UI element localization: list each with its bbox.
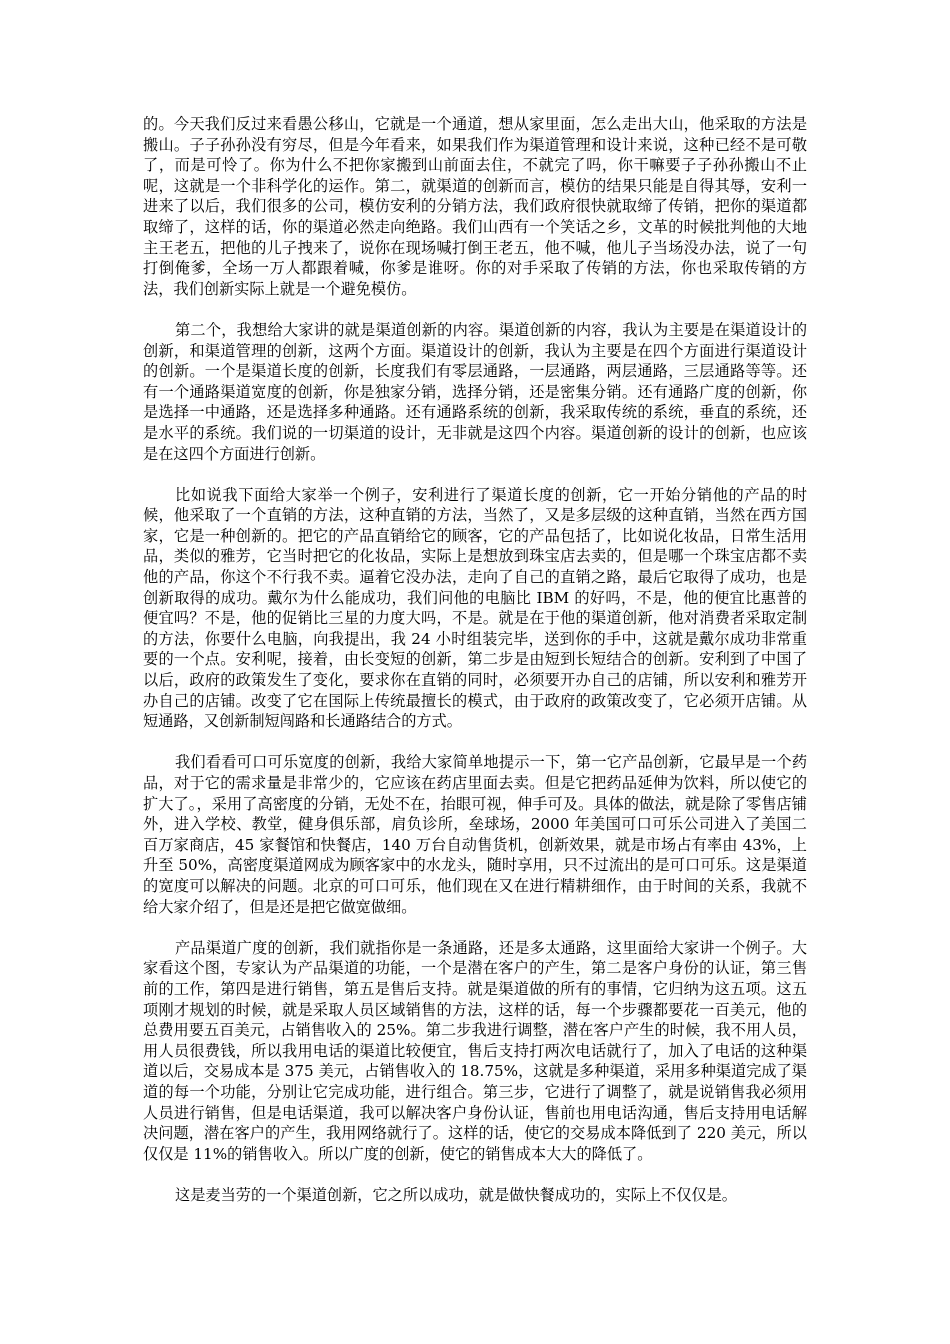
paragraph-4: 我们看看可口可乐宽度的创新，我给大家简单地提示一下，第一它产品创新，它最早是一个药品，对于它的需求量是非常少的，它应该在药店里面去卖。但是它把药品延伸为饮料，所以使它的扩大了。，采用了高密度的分销，无处不在，抬眼可视，伸手可及。具体的做法，就是除了零售店铺外，进入学校、教堂，健身俱乐部，肩负诊所，垒球场，2000 年美国可口可乐公司进入了美国二百万家商店，45 家餐馆和快餐店，140 万台自动售货机，创新效果，就是市场占有率由 43%，上升至 50%，高密度渠道网成为顾客家中的水龙头，随时享用，只不过流出的是可口可乐。这是渠道的宽度可以解决的问题。北京的可口可乐，他们现在又在进行精耕细作，由于时间的关系，我就不给大家介绍了，但是还是把它做宽做细。 <box>143 753 807 916</box>
paragraph-6: 这是麦当劳的一个渠道创新，它之所以成功，就是做快餐成功的，实际上不仅仅是。 <box>175 1185 737 1204</box>
paragraph-1: 的。今天我们反过来看愚公移山，它就是一个通道，想从家里面，怎么走出大山，他采取的方法是搬山。子子孙孙没有穷尽，但是今年看来，如果我们作为渠道管理和设计来说，这种已经不是可敬了，而是可怜了。你为什么不把你家搬到山前面去住，不就完了吗，你干嘛要子子孙孙搬山不止呢，这就是一个非科学化的运作。第二，就渠道的创新而言，模仿的结果只能是自得其辱，安利一进来了以后，我们很多的公司，模仿安利的分销方法，我们政府很快就取缔了传销，把你的渠道都取缔了，这样的话，你的渠道必然走向绝路。我们山西有一个笑话之乡，文革的时候批判他的大地主王老五，把他的儿子拽来了，说你在现场喊打倒王老五，他不喊，他儿子当场没办法，说了一句打倒俺爹，全场一万人都跟着喊，你爹是谁呀。你的对手采取了传销的方法，你也采取传销的方法，我们创新实际上就是一个避免模仿。 <box>143 115 807 298</box>
paragraph-3: 比如说我下面给大家举一个例子，安利进行了渠道长度的创新，它一开始分销他的产品的时候，他采取了一个直销的方法，这种直销的方法，当然了，又是多层级的这种直销，当然在西方国家，它是一种创新的。把它的产品直销给它的顾客，它的产品包括了，比如说化妆品，日常生活用品，类似的雅芳，它当时把它的化妆品，实际上是想放到珠宝店去卖的，但是哪一个珠宝店都不卖他的产品，你这个不行我不卖。逼着它没办法，走向了自己的直销之路，最后它取得了成功，也是创新取得的成功。戴尔为什么能成功，我们问他的电脑比 IBM 的好吗，不是，他的便宜比惠普的便宜吗？不是，他的促销比三星的力度大吗，不是。就是在于他的渠道创新，他对消费者采取定制的方法，你要什么电脑，向我提出，我 24 小时组装完毕，送到你的手中，这就是戴尔成功非常重要的一个点。安利呢，接着，由长变短的创新，第二步是由短到长短结合的创新。安利到了中国了以后，政府的政策发生了变化，要求你在直销的同时，必须要开办自己的店铺，所以安利和雅芳开办自己的店铺。改变了它在国际上传统最擅长的模式，由于政府的政策改变了，它必须开店铺。从短通路，又创新制短闯路和长通路结合的方式。 <box>143 485 807 731</box>
paragraph-2: 第二个，我想给大家讲的就是渠道创新的内容。渠道创新的内容，我认为主要是在渠道设计的创新，和渠道管理的创新，这两个方面。渠道设计的创新，我认为主要是在四个方面进行渠道设计的创新。一个是渠道长度的创新，长度我们有零层通路，一层通路，两层通路，三层通路等等。还有一个通路渠道宽度的创新，你是独家分销，选择分销，还是密集分销。还有通路广度的创新，你是选择一中通路，还是选择多种通路。还有通路系统的创新，我采取传统的系统，垂直的系统，还是水平的系统。我们说的一切渠道的设计，无非就是这四个内容。渠道创新的设计的创新，也应该是在这四个方面进行创新。 <box>143 320 807 463</box>
document-page <box>143 114 807 1226</box>
paragraph-5: 产品渠道广度的创新，我们就指你是一条通路，还是多太通路，这里面给大家讲一个例子。大家看这个图，专家认为产品渠道的功能，一个是潜在客户的产生，第二是客户身份的认证，第三售前的工作，第四是进行销售，第五是售后支持。就是渠道做的所有的事情，它归纳为这五项。这五项刚才规划的时候，就是采取人员区域销售的方法，这样的话，每一个步骤都要花一百美元，他的总费用要五百美元，占销售收入的 25%。第二步我进行调整，潜在客户产生的时候，我不用人员，用人员很费钱，所以我用电话的渠道比较便宜，售后支持打两次电话就行了，加入了电话的这种渠道以后，交易成本是 375 美元，占销售收入的 18.75%，这就是多种渠道，采用多种渠道完成了渠道的每一个功能，分别让它完成功能，进行组合。第三步，它进行了调整了，就是说销售我必须用人员进行销售，但是电话渠道，我可以解决客户身份认证，售前也用电话沟通，售后支持用电话解决问题，潜在客户的产生，我用网络就行了。这样的话，使它的交易成本降低到了 220 美元，所以仅仅是 11%的销售收入。所以广度的创新，使它的销售成本大大的降低了。 <box>143 938 807 1163</box>
